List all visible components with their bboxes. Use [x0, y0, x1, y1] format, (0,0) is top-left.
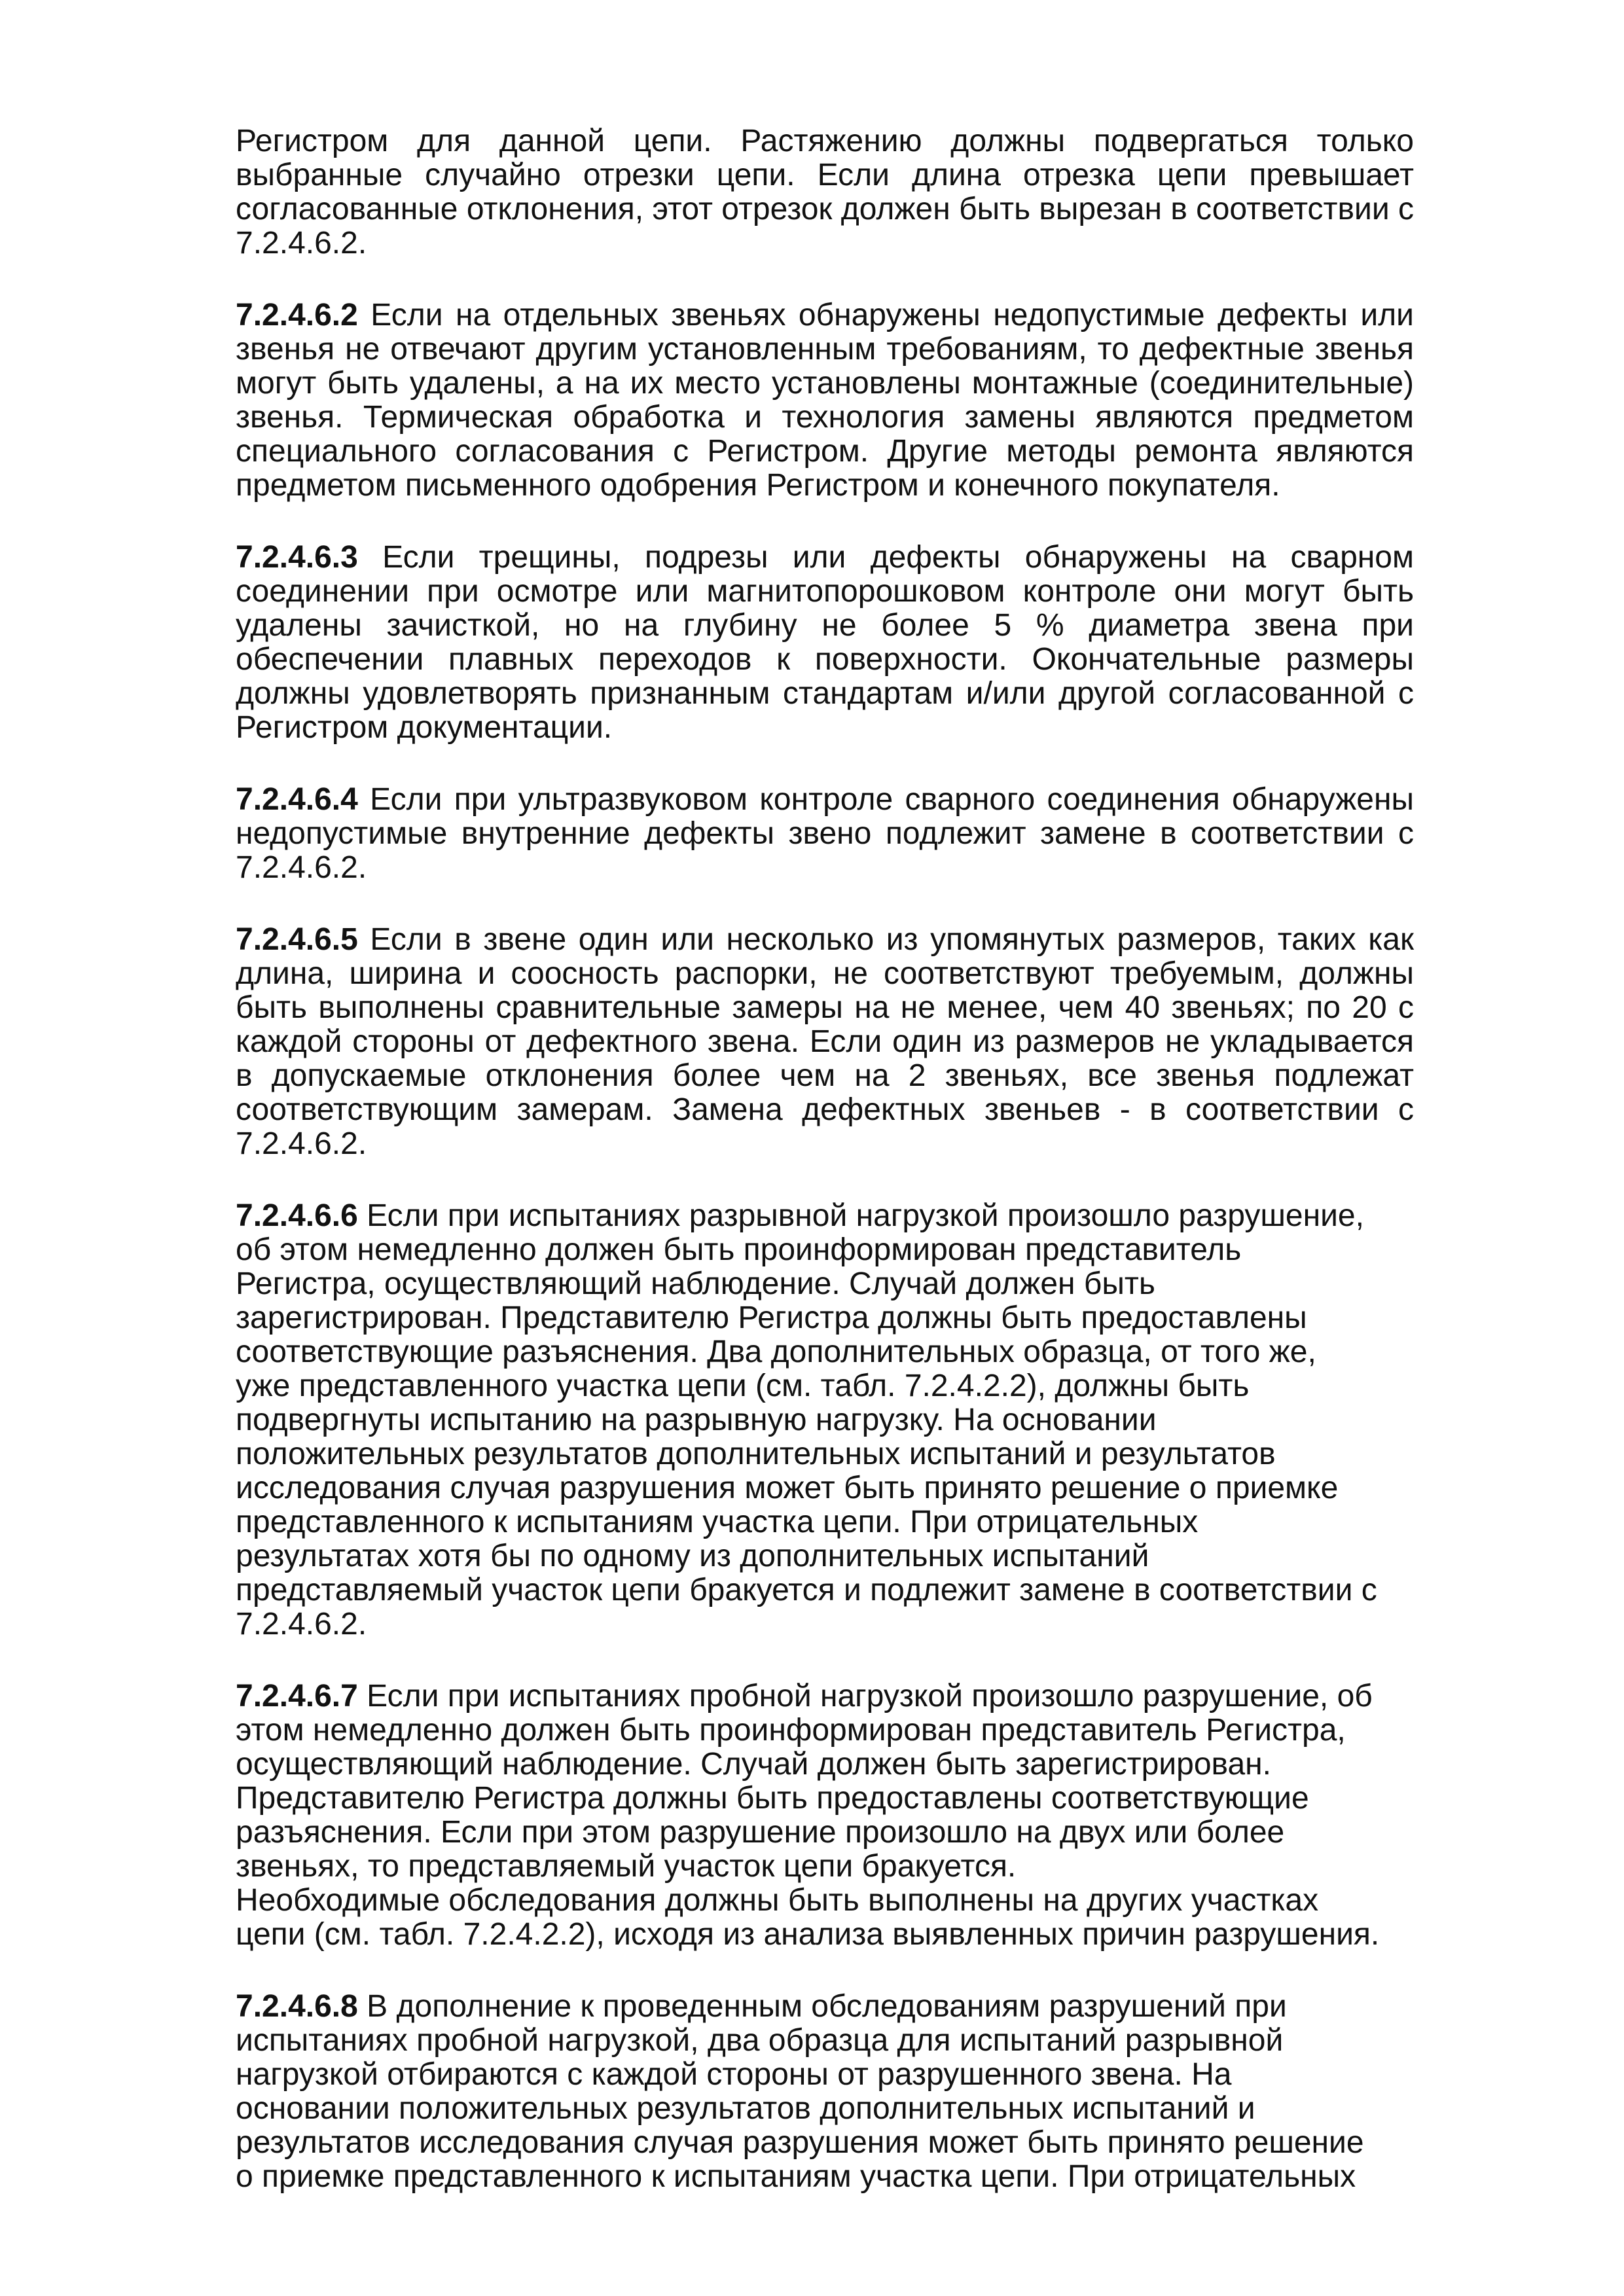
paragraph-line: исследования случая разрушения может быть принято решение о приемке — [236, 1471, 1339, 1505]
paragraph-line: разъяснения. Если при этом разрушение произошло на двух или более — [236, 1815, 1285, 1850]
paragraph-7-2-4-6-8 — [236, 1990, 1414, 2194]
paragraph-7-2-4-6-5 — [236, 923, 1414, 1161]
paragraph-line: представленного к испытаниям участка цепи. При отрицательных — [236, 1505, 1199, 1539]
paragraph-continuation — [236, 124, 1414, 260]
paragraph-line: испытаниях пробной нагрузкой, два образца для испытаний разрывной — [236, 2023, 1284, 2058]
paragraph-line: звеньях, то представляемый участок цепи бракуется. — [236, 1849, 1017, 1884]
paragraph-line: нагрузкой отбираются с каждой стороны от разрушенного звена. На — [236, 2057, 1232, 2092]
section-number: 7.2.4.6.6 — [236, 1198, 358, 1233]
paragraph-line: этом немедленно должен быть проинформирован представитель Регистра, — [236, 1713, 1346, 1748]
paragraph-line: основании положительных результатов дополнительных испытаний и — [236, 2091, 1255, 2126]
paragraph-text: Если на отдельных звеньях обнаружены недопустимые дефекты или звенья не отвечают другим установленным требованиям, то дефектные звенья могут быть удалены, а на их место установлены монтажные (соединительные) звенья. Термическая обработка и технология замены являются предметом специального согласования с Регистром. Другие методы ремонта являются предметом письменного одобрения Регистром и конечного покупателя. — [236, 298, 1414, 503]
paragraph-text: Если при ультразвуковом контроле сварного соединения обнаружены недопустимые внутренние дефекты звено подлежит замене в соответствии с 7.2.4.6.2. — [236, 782, 1414, 885]
paragraph-line: Представителю Регистра должны быть предоставлены соответствующие — [236, 1781, 1309, 1816]
paragraph-text: Регистром для данной цепи. Растяжению должны подвергаться только выбранные случайно отрезки цепи. Если длина отрезка цепи превышает согласованные отклонения, этот отрезок должен быть вырезан в соответствии с 7.2.4.6.2. — [236, 124, 1414, 260]
section-number: 7.2.4.6.2 — [236, 298, 358, 332]
paragraph-line: 7.2.4.6.7 Если при испытаниях пробной нагрузкой произошло разрушение, об — [236, 1679, 1373, 1713]
paragraph-line: подвергнуты испытанию на разрывную нагрузку. На основании — [236, 1403, 1157, 1437]
paragraph-7-2-4-6-6 — [236, 1199, 1414, 1641]
paragraph-line: зарегистрирован. Представителю Регистра должны быть предоставлены — [236, 1300, 1307, 1335]
section-number: 7.2.4.6.7 — [236, 1679, 358, 1713]
paragraph-line: Регистра, осуществляющий наблюдение. Случай должен быть — [236, 1266, 1155, 1301]
section-number: 7.2.4.6.5 — [236, 922, 358, 957]
paragraph-line: о приемке представленного к испытаниям участка цепи. При отрицательных — [236, 2159, 1356, 2194]
section-number: 7.2.4.6.8 — [236, 1989, 358, 2024]
paragraph-text: Если в звене один или несколько из упомянутых размеров, таких как длина, ширина и соосность распорки, не соответствуют требуемым, должны быть выполнены сравнительные замеры на не менее, чем 40 звеньях; по 20 с каждой стороны от дефектного звена. Если один из размеров не укладывается в допускаемые отклонения более чем на 2 звеньях, все звенья подлежат соответствующим замерам. Замена дефектных звеньев - в соответствии с 7.2.4.6.2. — [236, 922, 1414, 1161]
paragraph-7-2-4-6-2 — [236, 298, 1414, 503]
paragraph-line: 7.2.4.6.6 Если при испытаниях разрывной нагрузкой произошло разрушение, — [236, 1198, 1364, 1233]
paragraph-7-2-4-6-3 — [236, 541, 1414, 745]
paragraph-line: результатов исследования случая разрушения может быть принято решение — [236, 2125, 1364, 2160]
section-number: 7.2.4.6.3 — [236, 540, 358, 575]
paragraph-7-2-4-6-7 — [236, 1679, 1414, 1952]
paragraph-line: результатах хотя бы по одному из дополнительных испытаний — [236, 1539, 1149, 1573]
paragraph-line: осуществляющий наблюдение. Случай должен быть зарегистрирован. — [236, 1747, 1272, 1782]
paragraph-text: Если трещины, подрезы или дефекты обнаружены на сварном соединении при осмотре или магнитопорошковом контроле они могут быть удалены зачисткой, но на глубину не более 5 % диаметра звена при обеспечении плавных переходов к поверхности. Окончательные размеры должны удовлетворять признанным стандартам и/или другой согласованной с Регистром документации. — [236, 540, 1415, 745]
paragraph-line: 7.2.4.6.8 В дополнение к проведенным обследованиям разрушений при — [236, 1989, 1287, 2024]
paragraph-line: цепи (см. табл. 7.2.4.2.2), исходя из анализа выявленных причин разрушения. — [236, 1917, 1380, 1952]
paragraph-line: уже представленного участка цепи (см. табл. 7.2.4.2.2), должны быть — [236, 1369, 1250, 1403]
paragraph-line: положительных результатов дополнительных испытаний и результатов — [236, 1437, 1276, 1471]
paragraph-line: представляемый участок цепи бракуется и подлежит замене в соответствии с — [236, 1573, 1377, 1607]
paragraph-line: соответствующие разъяснения. Два дополнительных образца, от того же, — [236, 1335, 1316, 1369]
section-number: 7.2.4.6.4 — [236, 782, 358, 817]
paragraph-line: об этом немедленно должен быть проинформирован представитель — [236, 1232, 1242, 1267]
document-body — [236, 124, 1414, 2194]
paragraph-7-2-4-6-4 — [236, 783, 1414, 885]
paragraph-line: 7.2.4.6.2. — [236, 1607, 367, 1641]
paragraph-line: Необходимые обследования должны быть выполнены на других участках — [236, 1883, 1319, 1918]
